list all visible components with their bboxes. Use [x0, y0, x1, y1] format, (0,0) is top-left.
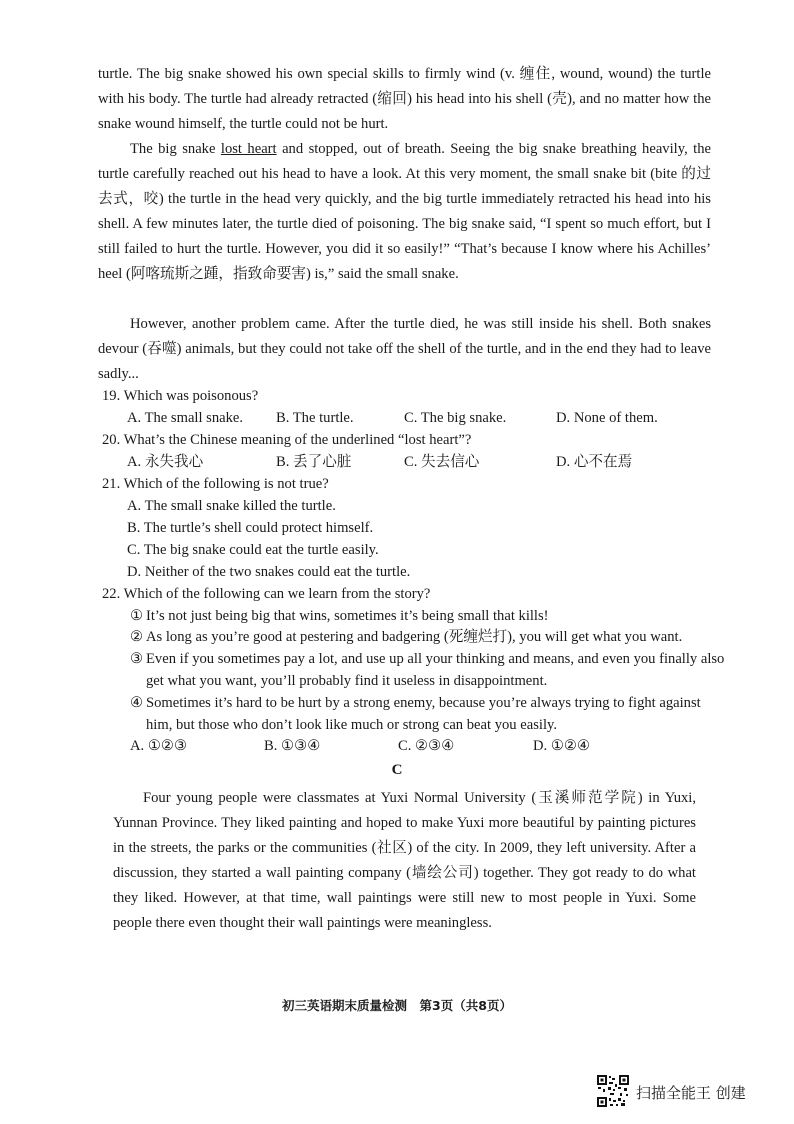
story-paragraph-3: However, another problem came. After the turtle died, he was still inside his shell. Both snakes devour (吞噬) animals, but they could not take off the shell of the turtle, and in the end they had to leave sadly...: [98, 316, 711, 382]
scanner-watermark: 扫描全能王 创建: [636, 1084, 746, 1102]
statement-3-text: Even if you sometimes pay a lot, and use up all your thinking and means, and even you finally also get what you want, you’ll probably find it useless in disappointment.: [146, 651, 725, 689]
q21-option-b: B. The turtle’s shell could protect himself.: [127, 520, 374, 536]
q20-option-a: A. 永失我心: [127, 454, 204, 470]
statement-1-number: ①: [130, 608, 144, 624]
statement-1-text: It’s not just being big that wins, sometimes it’s being small that kills!: [146, 608, 549, 624]
statement-4-number: ④: [130, 695, 144, 711]
q20-option-d: D. 心不在焉: [556, 454, 633, 470]
statement-4-text: Sometimes it’s hard to be hurt by a strong enemy, because you’re always trying to fight against him, but those who don’t look like much or strong can beat you easily.: [146, 695, 701, 733]
q22-option-b: B. ①③④: [264, 738, 321, 754]
q22-statement-1: [130, 606, 712, 628]
page-footer: 初三英语期末质量检测 第3页（共8页）: [282, 998, 512, 1013]
question-19-stem: 19. Which was poisonous?: [102, 388, 259, 404]
q20-option-b: B. 丢了心脏: [276, 454, 352, 470]
qr-code-icon: [596, 1074, 630, 1108]
question-20-stem: 20. What’s the Chinese meaning of the underlined “lost heart”?: [102, 432, 472, 448]
question-21-stem: 21. Which of the following is not true?: [102, 476, 329, 492]
q21-option-c: C. The big snake could eat the turtle easily.: [127, 542, 379, 558]
q21-option-a: A. The small snake killed the turtle.: [127, 498, 336, 514]
section-c-heading: C: [391, 762, 403, 778]
story-paragraph-2-rest: and stopped, out of breath. Seeing the big snake breathing heavily, the turtle carefully reached out his head to have a look. At this very moment, the small snake bit (bite 的过去式，咬) the turtle in the head very quickly, and the big turtle immediately retracted his head into his shell. A few minutes later, the turtle died of poisoning. The big snake said, “I spent so much effort, but I still failed to hurt the turtle. However, you did it so easily!” “That’s because I know where his Achilles’ heel (阿喀琉斯之踵，指致命要害) is,” said the small snake.: [98, 141, 711, 282]
q22-statement-2: [130, 627, 712, 649]
q21-option-d: D. Neither of the two snakes could eat the turtle.: [127, 564, 411, 580]
q22-statement-4: [130, 693, 728, 736]
q19-option-d: D. None of them.: [556, 410, 658, 426]
story-paragraph-2-start: The big snake: [130, 141, 216, 157]
q20-option-c: C. 失去信心: [404, 454, 480, 470]
statement-2-number: ②: [130, 629, 144, 645]
statement-3-number: ③: [130, 651, 144, 667]
story-paragraph-2: [98, 137, 711, 287]
question-22-stem: 22. Which of the following can we learn from the story?: [102, 586, 431, 602]
underlined-phrase: lost heart: [220, 141, 277, 157]
section-c-paragraph: Four young people were classmates at Yuxi Normal University (玉溪师范学院) in Yuxi, Yunnan Province. They liked painting and hoped to make Yuxi more beautiful by painting pictures in the streets, the parks or the communities (社区) of the city. In 2009, they left university. After a discussion, they started a wall painting company (墙绘公司) together. They got ready to do what they liked. However, at that time, wall paintings were still new to most people in Yuxi. Some people there even thought their wall paintings were meaningless.: [113, 790, 696, 931]
q19-option-a: A. The small snake.: [127, 410, 244, 426]
q22-statement-3: [130, 649, 728, 692]
story-paragraph-1: turtle. The big snake showed his own special skills to firmly wind (v. 缠住, wound, wound) the turtle with his body. The turtle had already retracted (缩回) his head into his shell (壳), and no matter how the snake wound himself, the turtle could not be hurt.: [98, 66, 711, 132]
q22-option-c: C. ②③④: [398, 738, 455, 754]
statement-2-text: As long as you’re good at pestering and badgering (死缠烂打), you will get what you want.: [146, 629, 683, 645]
q19-option-b: B. The turtle.: [276, 410, 354, 426]
q19-option-c: C. The big snake.: [404, 410, 507, 426]
q22-option-d: D. ①②④: [533, 738, 591, 754]
q22-option-a: A. ①②③: [130, 738, 188, 754]
